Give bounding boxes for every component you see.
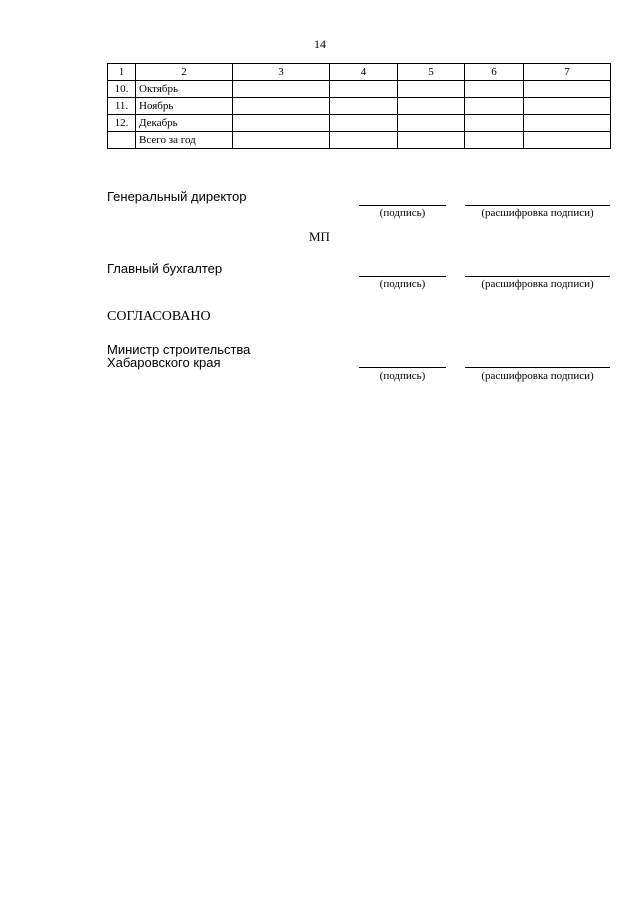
- row-number: 10.: [108, 81, 136, 98]
- table-cell: [233, 115, 330, 132]
- row-month: Всего за год: [136, 132, 233, 149]
- row-number: 11.: [108, 98, 136, 115]
- monthly-table: [107, 63, 611, 149]
- accountant-name-line: [465, 276, 610, 277]
- row-month: Октябрь: [136, 81, 233, 98]
- table-cell: [330, 98, 398, 115]
- table-cell: [524, 132, 611, 149]
- table-header-row: [108, 64, 611, 81]
- table-cell: [398, 81, 465, 98]
- minister-signature-line: [359, 367, 446, 368]
- table-cell: [465, 115, 524, 132]
- column-header: 4: [330, 64, 398, 81]
- director-name-caption: (расшифровка подписи): [481, 207, 594, 219]
- director-signature-line: [359, 205, 446, 206]
- column-header: 5: [398, 64, 465, 81]
- table-cell: [524, 81, 611, 98]
- minister-name-caption: (расшифровка подписи): [481, 370, 594, 382]
- table-row: [108, 115, 611, 132]
- minister-title-line1: Министр строительства: [107, 342, 251, 357]
- table-cell: [330, 115, 398, 132]
- page-number: 14: [314, 37, 326, 51]
- table-cell: [233, 81, 330, 98]
- director-name-line: [465, 205, 610, 206]
- minister-sign-caption: (подпись): [379, 370, 426, 382]
- table-cell: [233, 98, 330, 115]
- row-month: Ноябрь: [136, 98, 233, 115]
- accountant-name-caption: (расшифровка подписи): [481, 278, 594, 290]
- column-header: 2: [136, 64, 233, 81]
- row-number: [108, 132, 136, 149]
- table-cell: [465, 132, 524, 149]
- stamp-place: МП: [309, 229, 330, 244]
- column-header: 7: [524, 64, 611, 81]
- minister-title-line2: Хабаровского края: [107, 355, 221, 370]
- table-cell: [398, 132, 465, 149]
- table-row: [108, 81, 611, 98]
- director-title: Генеральный директор: [107, 189, 247, 204]
- column-header: 6: [465, 64, 524, 81]
- table-cell: [524, 115, 611, 132]
- table-cell: [398, 98, 465, 115]
- column-header: 3: [233, 64, 330, 81]
- row-number: 12.: [108, 115, 136, 132]
- table-cell: [330, 81, 398, 98]
- table-row: [108, 98, 611, 115]
- table-cell: [465, 98, 524, 115]
- accountant-signature-line: [359, 276, 446, 277]
- minister-name-line: [465, 367, 610, 368]
- row-month: Декабрь: [136, 115, 233, 132]
- accountant-title: Главный бухгалтер: [107, 261, 223, 276]
- accountant-sign-caption: (подпись): [379, 278, 426, 290]
- table-cell: [330, 132, 398, 149]
- table-cell: [465, 81, 524, 98]
- director-sign-caption: (подпись): [379, 207, 426, 219]
- column-header: 1: [108, 64, 136, 81]
- table-total-row: [108, 132, 611, 149]
- agreed-heading: СОГЛАСОВАНО: [107, 309, 211, 324]
- table-cell: [233, 132, 330, 149]
- table-cell: [398, 115, 465, 132]
- table-cell: [524, 98, 611, 115]
